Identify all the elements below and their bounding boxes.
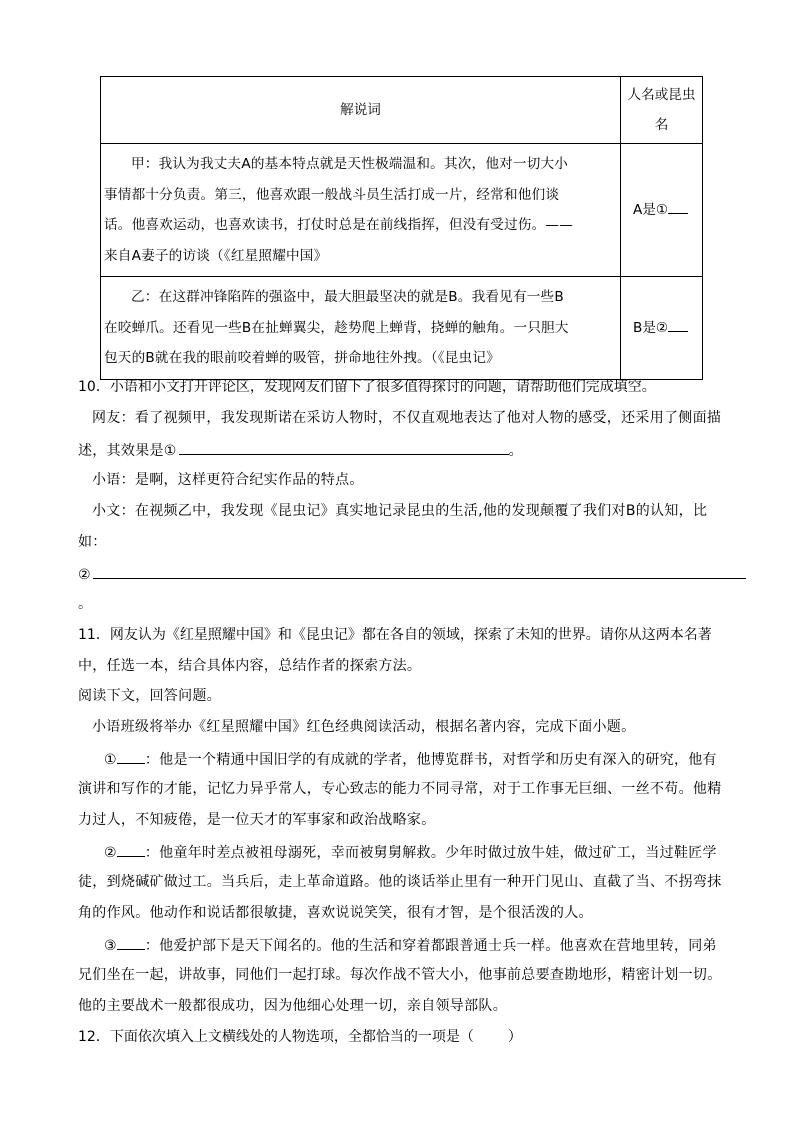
q12-text: 12．下面依次填入上文横线处的人物选项，全都恰当的一项是（ bbox=[78, 1029, 474, 1045]
q10-blank2-label: ② bbox=[78, 567, 91, 583]
q10-xiaowen-line2: 如： bbox=[78, 534, 107, 550]
p1-number: ① bbox=[104, 752, 117, 768]
commentary-table bbox=[100, 76, 703, 380]
answer-blank-2[interactable] bbox=[668, 316, 688, 332]
header-name-line1: 人名或昆虫 bbox=[627, 87, 696, 103]
header-name-line2: 名 bbox=[654, 117, 669, 133]
p3-blank[interactable] bbox=[117, 934, 145, 950]
row1-answer-label: A是① bbox=[633, 201, 669, 218]
row2-line: 在咬蝉爪。还看见一些B在扯蝉翼尖，趁势爬上蝉背，挠蝉的触角。一只胆大 bbox=[104, 319, 569, 336]
row1-line: 甲：我认为我丈夫A的基本特点就是天性极端温和。其次，他对一切大小 bbox=[131, 156, 569, 172]
table-row bbox=[101, 144, 703, 277]
p2-number: ② bbox=[104, 845, 117, 861]
paragraph-1-line1 bbox=[104, 748, 748, 770]
table-row bbox=[101, 277, 703, 380]
paragraph-3-line1 bbox=[104, 934, 748, 956]
header-commentary: 解说词 bbox=[101, 77, 621, 144]
p1-blank[interactable] bbox=[117, 748, 145, 764]
row2-line: 包天的B就在我的眼前咬着蝉的吸管，拼命地往外拽。（《昆虫记》 bbox=[104, 350, 500, 366]
row1-commentary bbox=[101, 144, 621, 277]
header-name bbox=[621, 77, 703, 144]
q10-xiaowen-line1: 小文：在视频乙中，我发现《昆虫记》真实地记录昆虫的生活,他的发现颠覆了我们对B的认知，比 bbox=[92, 503, 708, 519]
paragraph-2-line1 bbox=[104, 841, 748, 863]
paragraph-3-line3: 他的主要战术一般都很成功，因为他细心处理一切，亲自领导部队。 bbox=[78, 998, 507, 1014]
row2-answer-label: B是② bbox=[633, 319, 669, 336]
q10-answer-blank-1[interactable] bbox=[179, 439, 509, 455]
row2-commentary bbox=[101, 277, 621, 380]
p1-text: ：他是一个精通中国旧学的有成就的学者，他博览群书，对哲学和历史有深入的研究，他有 bbox=[144, 752, 717, 768]
q12-close-paren: ） bbox=[507, 1029, 522, 1045]
q10-netizen-line2 bbox=[78, 439, 748, 461]
q10-period: 。 bbox=[508, 443, 523, 459]
q10-prompt: 10．小语和小文打开评论区，发现网友们留下了很多值得探讨的问题，请帮助他们完成填空。 bbox=[78, 379, 656, 395]
row1-line: 话。他喜欢运动，也喜欢读书，打仗时总是在前线指挥，但没有受过伤。—— bbox=[104, 217, 573, 233]
q10-xiaoyu: 小语：是啊，这样更符合纪实作品的特点。 bbox=[92, 472, 364, 488]
paragraph-2-line3: 角的作风。他动作和说话都很敏捷，喜欢说说笑笑，很有才智，是个很活泼的人。 bbox=[78, 905, 593, 921]
reading-context: 小语班级将举办《红星照耀中国》红色经典阅读活动，根据名著内容，完成下面小题。 bbox=[92, 719, 636, 735]
row1-line: 事情都十分负责。第三，他喜欢跟一般战斗员生活打成一片，经常和他们谈 bbox=[104, 186, 560, 203]
q10-answer-line-2 bbox=[78, 563, 748, 585]
q11-line2: 中，任选一本，结合具体内容，总结作者的探索方法。 bbox=[78, 658, 422, 674]
paragraph-2-line2: 徒，到烧碱矿做过工。当兵后，走上革命道路。他的谈话举止里有一种开门见山、直截了当、不拐弯抹 bbox=[78, 874, 722, 890]
paragraph-1-line3: 力过人，不知疲倦，是一位天才的军事家和政治战略家。 bbox=[78, 812, 436, 828]
paragraph-1-line2: 演讲和写作的才能，记忆力异乎常人，专心致志的能力不同寻常，对于工作事无巨细、一丝不苟。他精 bbox=[78, 781, 722, 797]
q10-netizen-line1: 网友：看了视频甲，我发现斯诺在采访人物时，不仅直观地表达了他对人物的感受，还采用了侧面描 bbox=[92, 410, 722, 426]
row2-line: 乙：在这群冲锋陷阵的强盗中，最大胆最坚决的就是B。我看见有一些B bbox=[131, 289, 564, 305]
q11-line1: 11．网友认为《红星照耀中国》和《昆虫记》都在各自的领域，探索了未知的世界。请你从这两本名著 bbox=[78, 627, 712, 643]
row2-answer-cell bbox=[621, 277, 703, 380]
paragraph-3-line2: 兄们坐在一起，讲故事，同他们一起打球。每次作战不管大小，他事前总要查勘地形，精密计划一切。 bbox=[78, 967, 722, 983]
p3-text: ：他爱护部下是天下闻名的。他的生活和穿着都跟普通士兵一样。他喜欢在营地里转，同弟 bbox=[144, 938, 717, 954]
q10-netizen-text: 述，其效果是① bbox=[78, 443, 177, 459]
p2-blank[interactable] bbox=[117, 841, 145, 857]
row1-line: 来自A妻子的访谈（《红星照耀中国》 bbox=[104, 247, 328, 264]
q10-end-mark: 。 bbox=[78, 596, 93, 612]
row1-answer-cell bbox=[621, 144, 703, 277]
q10-answer-blank-2[interactable] bbox=[93, 563, 746, 579]
answer-blank-1[interactable] bbox=[668, 198, 688, 214]
table-header-row bbox=[101, 77, 703, 144]
p2-text: ：他童年时差点被祖母溺死，幸而被舅舅解救。少年时做过放牛娃，做过矿工，当过鞋匠学 bbox=[144, 845, 717, 861]
reading-intro: 阅读下文，回答问题。 bbox=[78, 688, 221, 704]
q12-prompt bbox=[78, 1027, 748, 1047]
p3-number: ③ bbox=[104, 938, 117, 954]
